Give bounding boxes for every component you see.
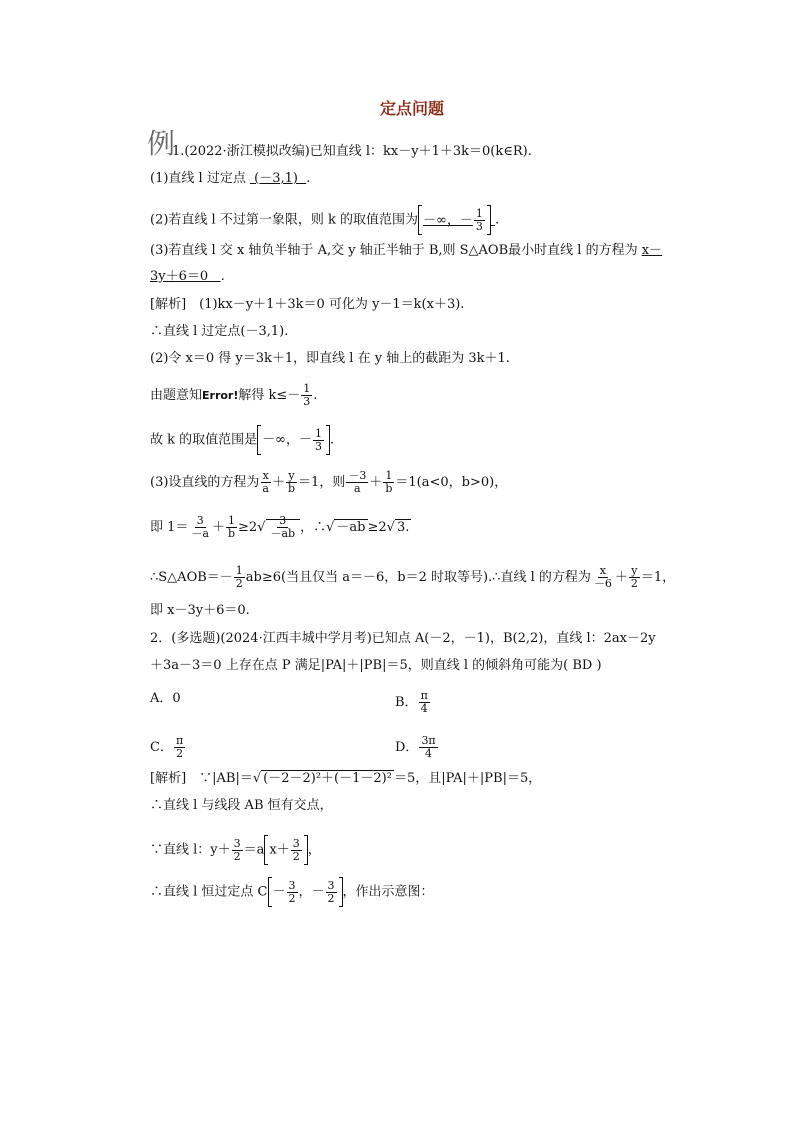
q1-part3-cont: 3y＋6＝0 . [150,269,225,284]
q2-line2: ＋3a－3＝0 上存在点 P 满足|PA|＋|PB|＝5，则直线 l 的倾斜角可能为( BD ) [150,658,602,673]
sol1-line1: [解析] (1)kx－y＋1＋3k＝0 可化为 y－1＝k(x＋3). [150,297,465,312]
sol1-line9: 即 x－3y＋6＝0. [150,603,250,618]
q1-part2: (2)若直线 l 不过第一象限，则 k 的取值范围为 －∞，－ $\frac{1}{3}$ . [150,205,499,235]
q1-stem: 1.(2022·浙江模拟改编)已知直线 l：kx－y＋1＋3k＝0(k∈R). [172,144,532,159]
q1-part1-text: (1)直线 l 过定点 [150,171,246,186]
q1-part2-answer: －∞，－ $\frac{1}{3}$ [418,213,495,228]
sol2-line1: [解析] ∵|AB|＝√ (－2－2)²＋(－1－2)² ＝5，且|PA|＋|PB|＝5， [150,771,542,786]
sol1-line8: ∴S△AOB＝－ $\frac{1}{2}$ ab≥6(当且仅当 a＝－6，b＝2 时取等号).∴直线 l 的方程为 $\frac{x}{-6}$ ＋ $\frac{y}{2}$ ＝1， [150,564,676,590]
page-title: 定点问题 [380,99,445,118]
q1-part3 [150,242,662,260]
q1-part3-answer-a: x－ [641,243,663,258]
q2-option-d: D． $\frac{3\pi}{4}$ [395,734,436,760]
q1-part3-answer-b: 3y＋6＝0 [150,269,209,284]
sol2-line2: ∴直线 l 与线段 AB 恒有交点， [150,798,333,813]
sol2-line3: ∵直线 l：y＋ $\frac{3}{2}$ ＝a x＋ $\frac{3}{2}$ ， [150,835,321,865]
q2-line1: 2．(多选题)(2024·江西丰城中学月考)已知点 A(－2，－1)，B(2,2)，直线 l：2ax－2y [150,631,656,646]
q1-part1: (1)直线 l 过定点 (－3,1) . [150,171,311,186]
q1-part3-text: (3)若直线 l 交 x 轴负半轴于 A,交 y 轴正半轴于 B,则 S△AOB最小时直线 l 的方程为 [150,243,638,258]
sol1-line4: 由题意知Error!解得 k≤－ $\frac{1}{3}$ . [150,382,318,408]
sol1-line6: (3)设直线的方程为 $\frac{x}{a}$ ＋ $\frac{y}{b}$ ＝1，则 $\frac{-3}{a}$ ＋ $\frac{1}{b}$ ＝1(a<0，b>0)， [150,469,508,495]
error-marker: Error! [202,389,239,402]
q2-option-a: A．0 [150,691,181,706]
q2-option-b: B． $\frac{\pi}{4}$ [395,689,428,715]
example-icon: 例 [147,127,176,160]
sol1-line3: (2)令 x＝0 得 y＝3k＋1，即直线 l 在 y 轴上的截距为 3k＋1. [150,351,510,366]
q2-option-c: C． $\frac{\pi}{2}$ [150,734,184,760]
sol1-line7: 即 1＝ $\frac{3}{-a}$ ＋ $\frac{1}{b}$ ≥2√ $\frac{3}{-ab}$ ，∴√ －ab ≥2√ 3. [150,514,410,540]
sol1-line5: 故 k 的取值范围是 －∞，－ $\frac{1}{3}$ . [150,425,334,455]
q1-part2-text: (2)若直线 l 不过第一象限，则 k 的取值范围为 [150,212,418,228]
q1-part1-answer: (－3,1) [254,171,298,186]
sol1-line2: ∴直线 l 过定点(－3,1). [150,324,289,339]
sol2-line4: ∴直线 l 恒过定点 C － $\frac{3}{2}$ ，－ $\frac{3}{2}$ ，作出示意图： [150,877,434,907]
